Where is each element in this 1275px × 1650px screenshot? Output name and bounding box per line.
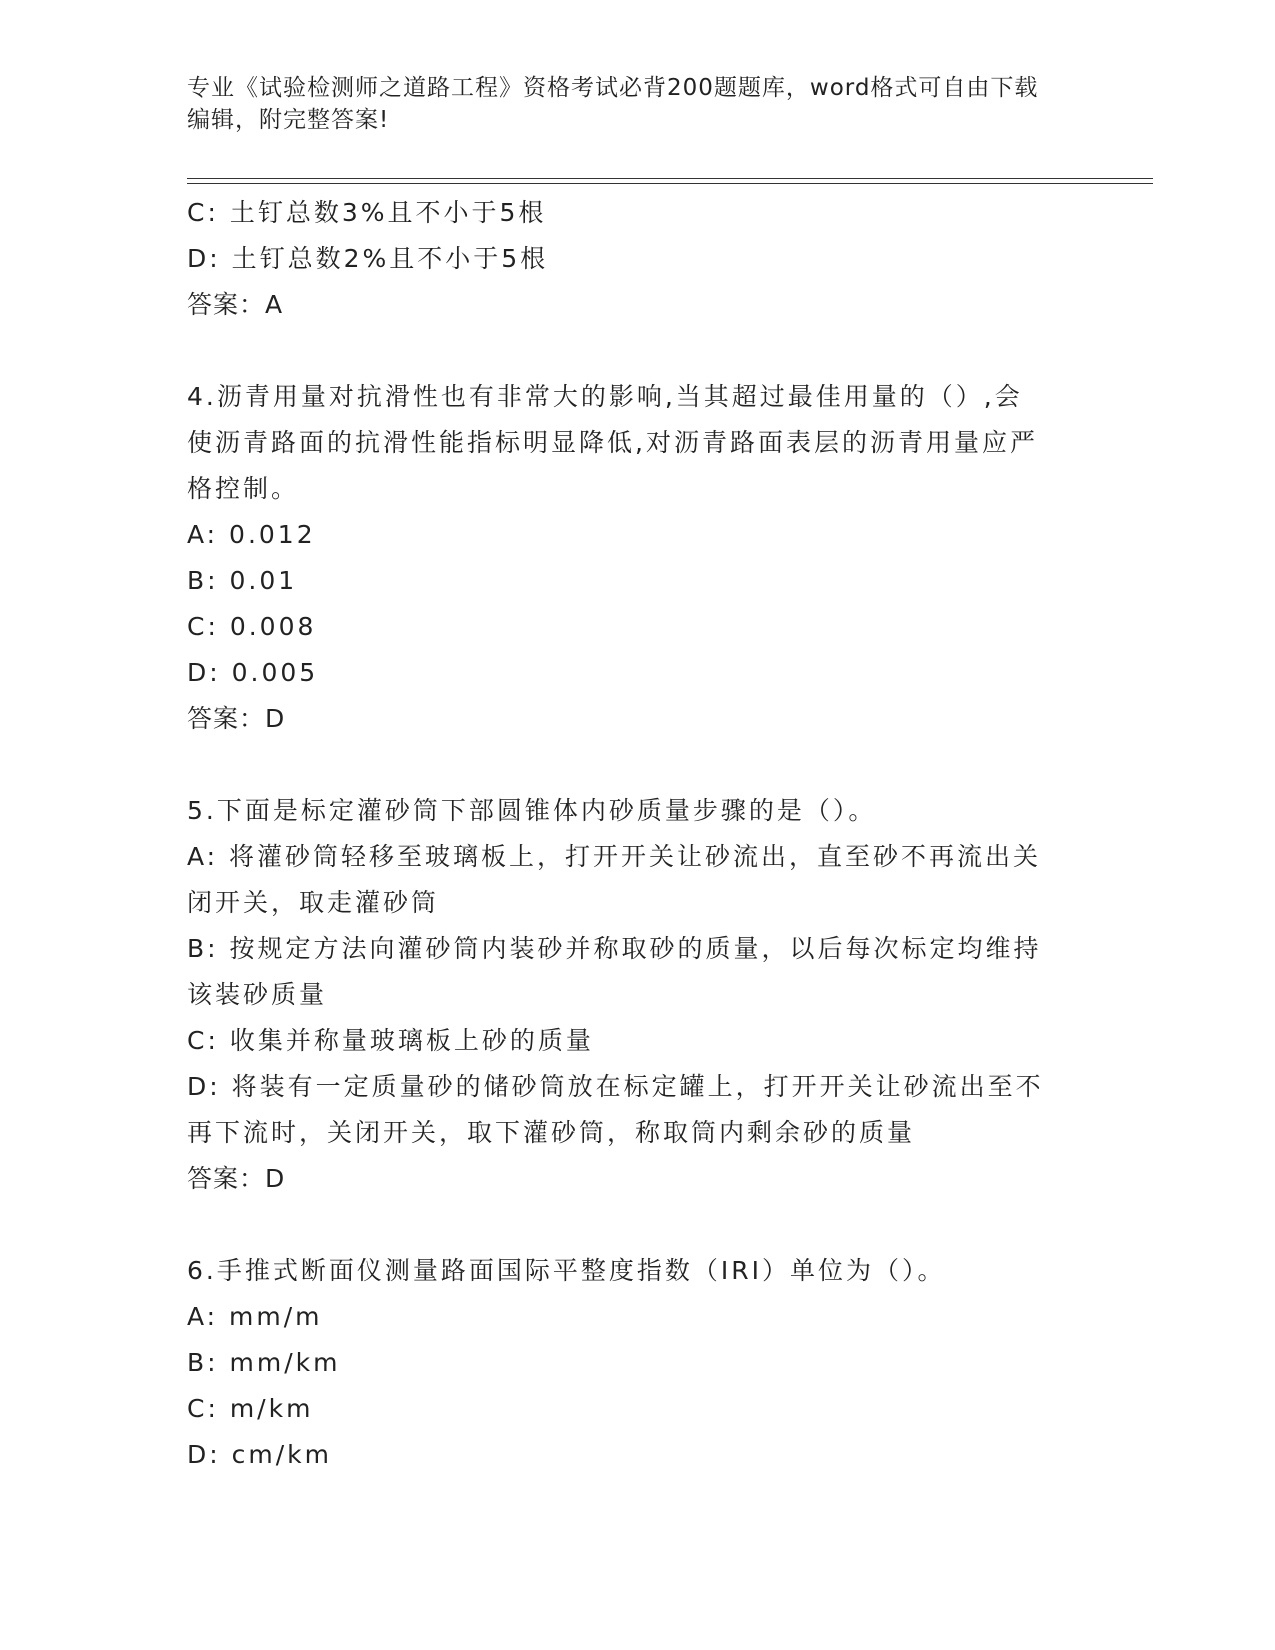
option-c: C: 土钉总数3%且不小于5根 (187, 198, 547, 227)
answer: 答案：A (187, 290, 284, 319)
option-b: B: mm/km (187, 1348, 341, 1377)
option-d: D: 将装有一定质量砂的储砂筒放在标定罐上，打开开关让砂流出至不 (187, 1072, 1044, 1101)
option-d: D: cm/km (187, 1440, 332, 1469)
option-a-continued: 闭开关，取走灌砂筒 (187, 888, 440, 917)
question-stem: 5.下面是标定灌砂筒下部圆锥体内砂质量步骤的是（）。 (187, 796, 877, 825)
document-header (187, 72, 1067, 136)
question-stem: 格控制。 (187, 474, 300, 503)
header-line-1: 专业《试验检测师之道路工程》资格考试必背200题题库，word格式可自由下载 (187, 75, 1039, 101)
header-double-rule (187, 178, 1153, 184)
answer: 答案：D (187, 1164, 286, 1193)
option-a: A: mm/m (187, 1302, 323, 1331)
question-4 (187, 374, 1087, 742)
option-b-continued: 该装砂质量 (187, 980, 328, 1009)
option-b: B: 按规定方法向灌砂筒内装砂并称取砂的质量，以后每次标定均维持 (187, 934, 1042, 963)
document-body (187, 190, 1087, 1478)
header-line-2: 编辑，附完整答案! (187, 107, 390, 133)
question-3-tail (187, 190, 1087, 328)
question-stem: 6.手推式断面仪测量路面国际平整度指数（IRI）单位为（）。 (187, 1256, 946, 1285)
option-c: C: 收集并称量玻璃板上砂的质量 (187, 1026, 594, 1055)
option-c: C: 0.008 (187, 612, 317, 641)
option-d: D: 土钉总数2%且不小于5根 (187, 244, 549, 273)
option-d-continued: 再下流时，关闭开关，取下灌砂筒，称取筒内剩余砂的质量 (187, 1118, 916, 1147)
question-5 (187, 788, 1087, 1202)
option-a: A: 0.012 (187, 520, 316, 549)
spacer (187, 742, 1087, 788)
question-stem: 4.沥青用量对抗滑性也有非常大的影响,当其超过最佳用量的（）,会 (187, 382, 1023, 411)
option-b: B: 0.01 (187, 566, 298, 595)
answer: 答案：D (187, 704, 286, 733)
option-a: A: 将灌砂筒轻移至玻璃板上，打开开关让砂流出，直至砂不再流出关 (187, 842, 1042, 871)
option-d: D: 0.005 (187, 658, 319, 687)
question-6 (187, 1248, 1087, 1478)
question-stem: 使沥青路面的抗滑性能指标明显降低,对沥青路面表层的沥青用量应严 (187, 428, 1038, 457)
option-c: C: m/km (187, 1394, 314, 1423)
spacer (187, 1202, 1087, 1248)
spacer (187, 328, 1087, 374)
